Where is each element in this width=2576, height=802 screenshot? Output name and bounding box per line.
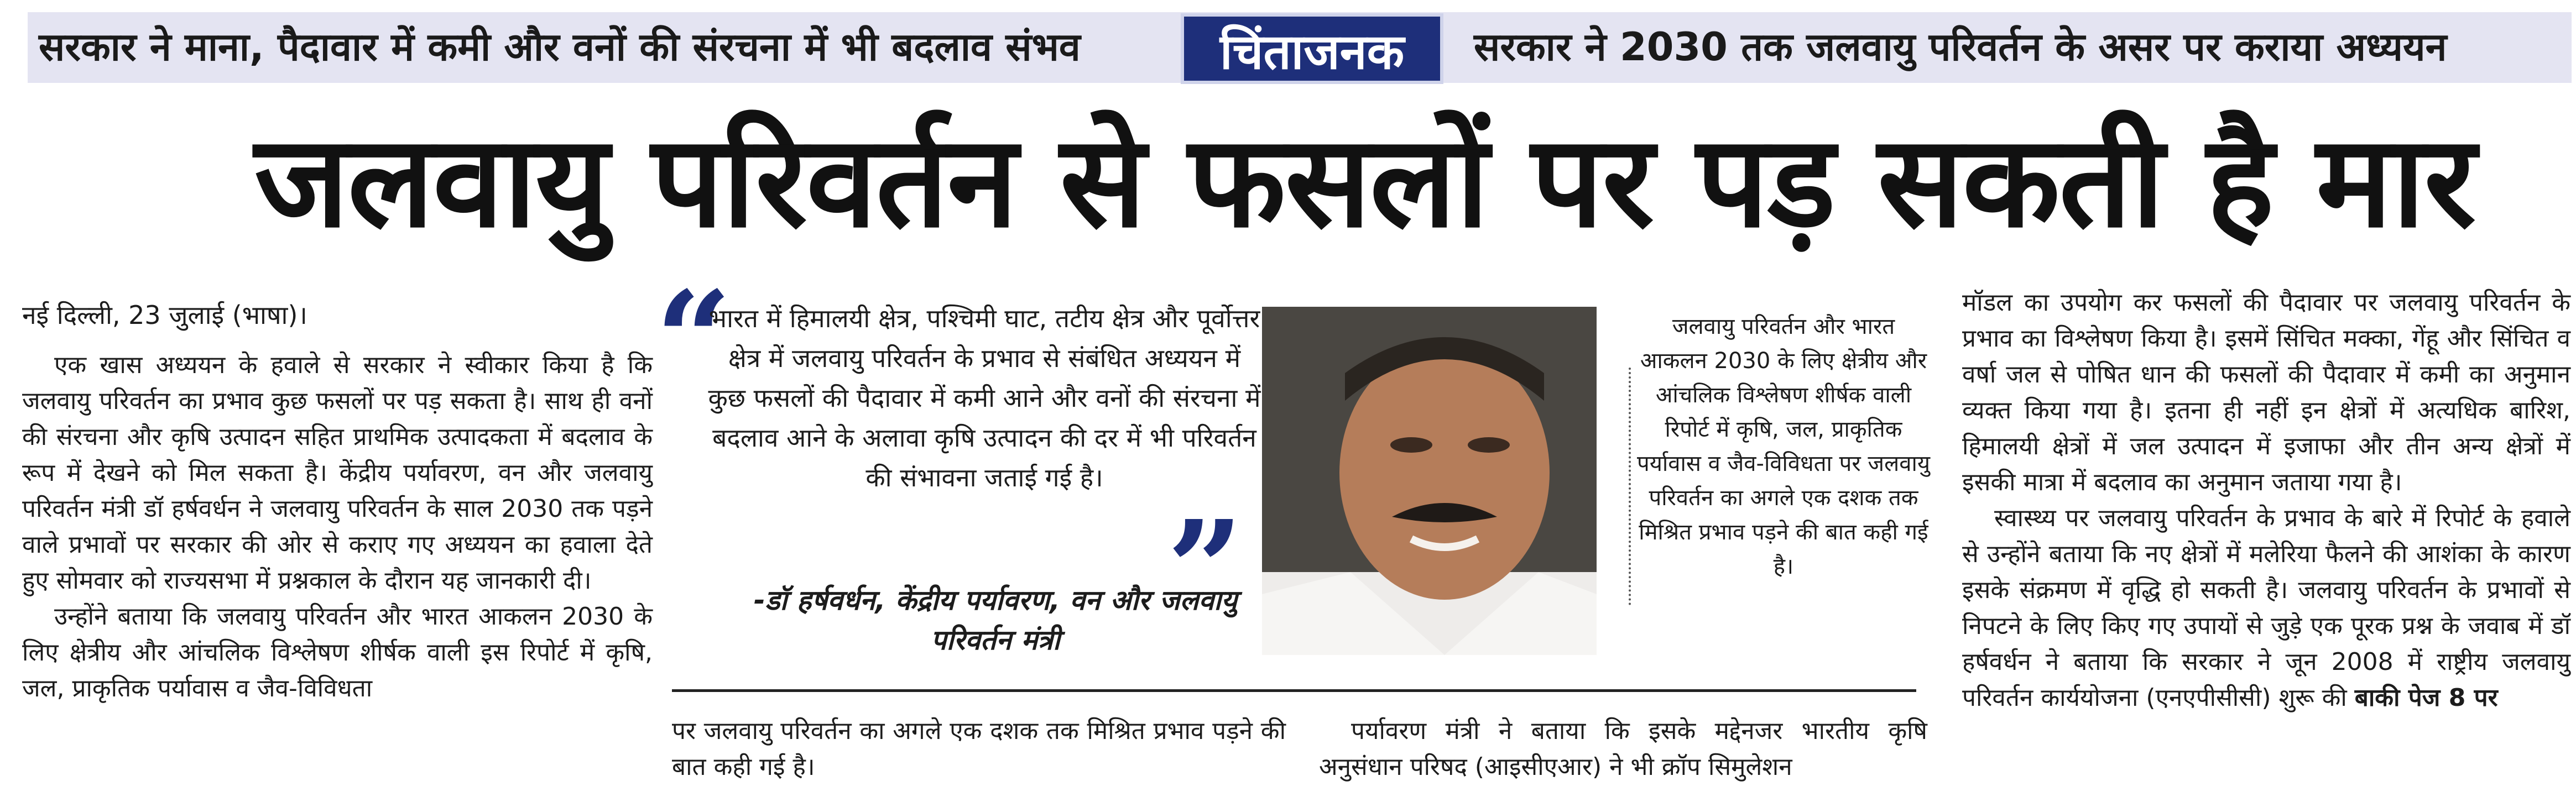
quote-attribution: -डॉ हर्षवर्धन, केंद्रीय पर्यावरण, वन और जलवायु परिवर्तन मंत्री bbox=[753, 584, 1238, 656]
article-column-1 bbox=[22, 347, 653, 706]
paragraph: पर जलवायु परिवर्तन का अगले एक दशक तक मिश्रित प्रभाव पड़ने की बात कही गई है। bbox=[672, 717, 1286, 781]
article-column-4 bbox=[1962, 285, 2570, 716]
portrait-illustration bbox=[1262, 307, 1597, 655]
top-right-subhead: सरकार ने 2030 तक जलवायु परिवर्तन के असर पर कराया अध्ययन bbox=[1474, 24, 2447, 70]
paragraph: उन्होंने बताया कि जलवायु परिवर्तन और भारत आकलन 2030 के लिए क्षेत्रीय और आंचलिक विश्लेषण शीर्षक वाली इस रिपोर्ट में कृषि, जल, प्राकृतिक पर्यावास व जैव-विविधता bbox=[22, 602, 653, 703]
headline: जलवायु परिवर्तन से फसलों पर पड़ सकती है मार bbox=[254, 108, 2475, 256]
open-quote-icon: “ bbox=[655, 262, 732, 418]
section-divider bbox=[672, 689, 1916, 692]
top-left-subhead: सरकार ने माना, पैदावार में कमी और वनों की संरचना में भी बदलाव संभव bbox=[39, 24, 1081, 70]
paragraph: एक खास अध्ययन के हवाले से सरकार ने स्वीकार किया है कि जलवायु परिवर्तन का प्रभाव कुछ फसलों पर पड़ सकता है। साथ ही वनों की संरचना और कृषि उत्पादन सहित प्राथमिक उत्पादकता में बदलाव के रूप में देखने को मिल सकता है। केंद्रीय पर्यावरण, वन और जलवायु परिवर्तन मंत्री डॉ हर्षवर्धन ने जलवायु परिवर्तन के साल 2030 तक पड़ने वाले प्रभावों पर सरकार की ओर से कराए गए अध्ययन का हवाला देते हुए सोमवार को राज्यसभा में प्रश्नकाल के दौरान यह जानकारी दी। bbox=[22, 351, 653, 595]
paragraph: पर्यावरण मंत्री ने बताया कि इसके मद्देनजर भारतीय कृषि अनुसंधान परिषद (आइसीएआर) ने भी क्रॉप सिमुलेशन bbox=[1319, 717, 1927, 781]
minister-photo bbox=[1262, 307, 1597, 655]
continued-on-page: बाकी पेज 8 पर bbox=[2354, 684, 2498, 712]
category-badge: चिंताजनक bbox=[1181, 13, 1443, 84]
paragraph: मॉडल का उपयोग कर फसलों की पैदावार पर जलवायु परिवर्तन के प्रभाव का विश्लेषण किया है। इसमें सिंचित मक्का, गेंहू और सिंचित व वर्षा जल से पोषित धान की फसलों की पैदावार में कमी का अनुमान व्यक्त किया गया है। इतना ही नहीं इन क्षेत्रों में अत्यधिक बारिश, हिमालयी क्षेत्रों में जल उत्पादन में इजाफा और तीन अन्य क्षेत्रों में इसकी मात्रा में बदलाव का अनुमान जताया गया है। bbox=[1962, 289, 2570, 496]
close-quote-icon: ” bbox=[1167, 491, 1244, 647]
paragraph bbox=[1962, 500, 2570, 716]
pull-quote bbox=[655, 262, 1261, 663]
dateline: नई दिल्ली, 23 जुलाई (भाषा)। bbox=[22, 300, 307, 330]
article-column-2 bbox=[672, 713, 1286, 785]
paragraph-text: स्वास्थ्य पर जलवायु परिवर्तन के प्रभाव के बारे में रिपोर्ट के हवाले से उन्होंने बताया कि नए क्षेत्रों में मलेरिया फैलने की आशंका के कारण इसके संक्रमण में वृद्धि हो सकती है। जलवायु परिवर्तन के प्रभावों से निपटने के लिए किए गए उपायों से जुड़े एक पूरक प्रश्न के जवाब में डॉ हर्षवर्धन ने बताया कि सरकार ने जून 2008 में राष्ट्रीय जलवायु परिवर्तन कार्ययोजना (एनएपीसीसी) शुरू की bbox=[1962, 504, 2570, 712]
quote-text: भारत में हिमालयी क्षेत्र, पश्चिमी घाट, तटीय क्षेत्र और पूर्वोत्तर क्षेत्र में जलवायु परिवर्तन के प्रभाव से संबंधित अध्ययन में कुछ फसलों की पैदावार में कमी आने और वनों की संरचना में बदलाव आने के अलावा कृषि उत्पादन की दर में भी परिवर्तन की संभावना जताई गई है। bbox=[708, 303, 1261, 492]
photo-caption: जलवायु परिवर्तन और भारत आकलन 2030 के लिए क्षेत्रीय और आंचलिक विश्लेषण शीर्षक वाली रिपोर्ट में कृषि, जल, प्राकृतिक पर्यावास व जैव-विविधता पर जलवायु परिवर्तन का अगले एक दशक तक मिश्रित प्रभाव पड़ने की बात कही गई है। bbox=[1637, 314, 1931, 579]
caption-divider bbox=[1629, 368, 1631, 605]
article-column-3 bbox=[1319, 713, 1927, 785]
